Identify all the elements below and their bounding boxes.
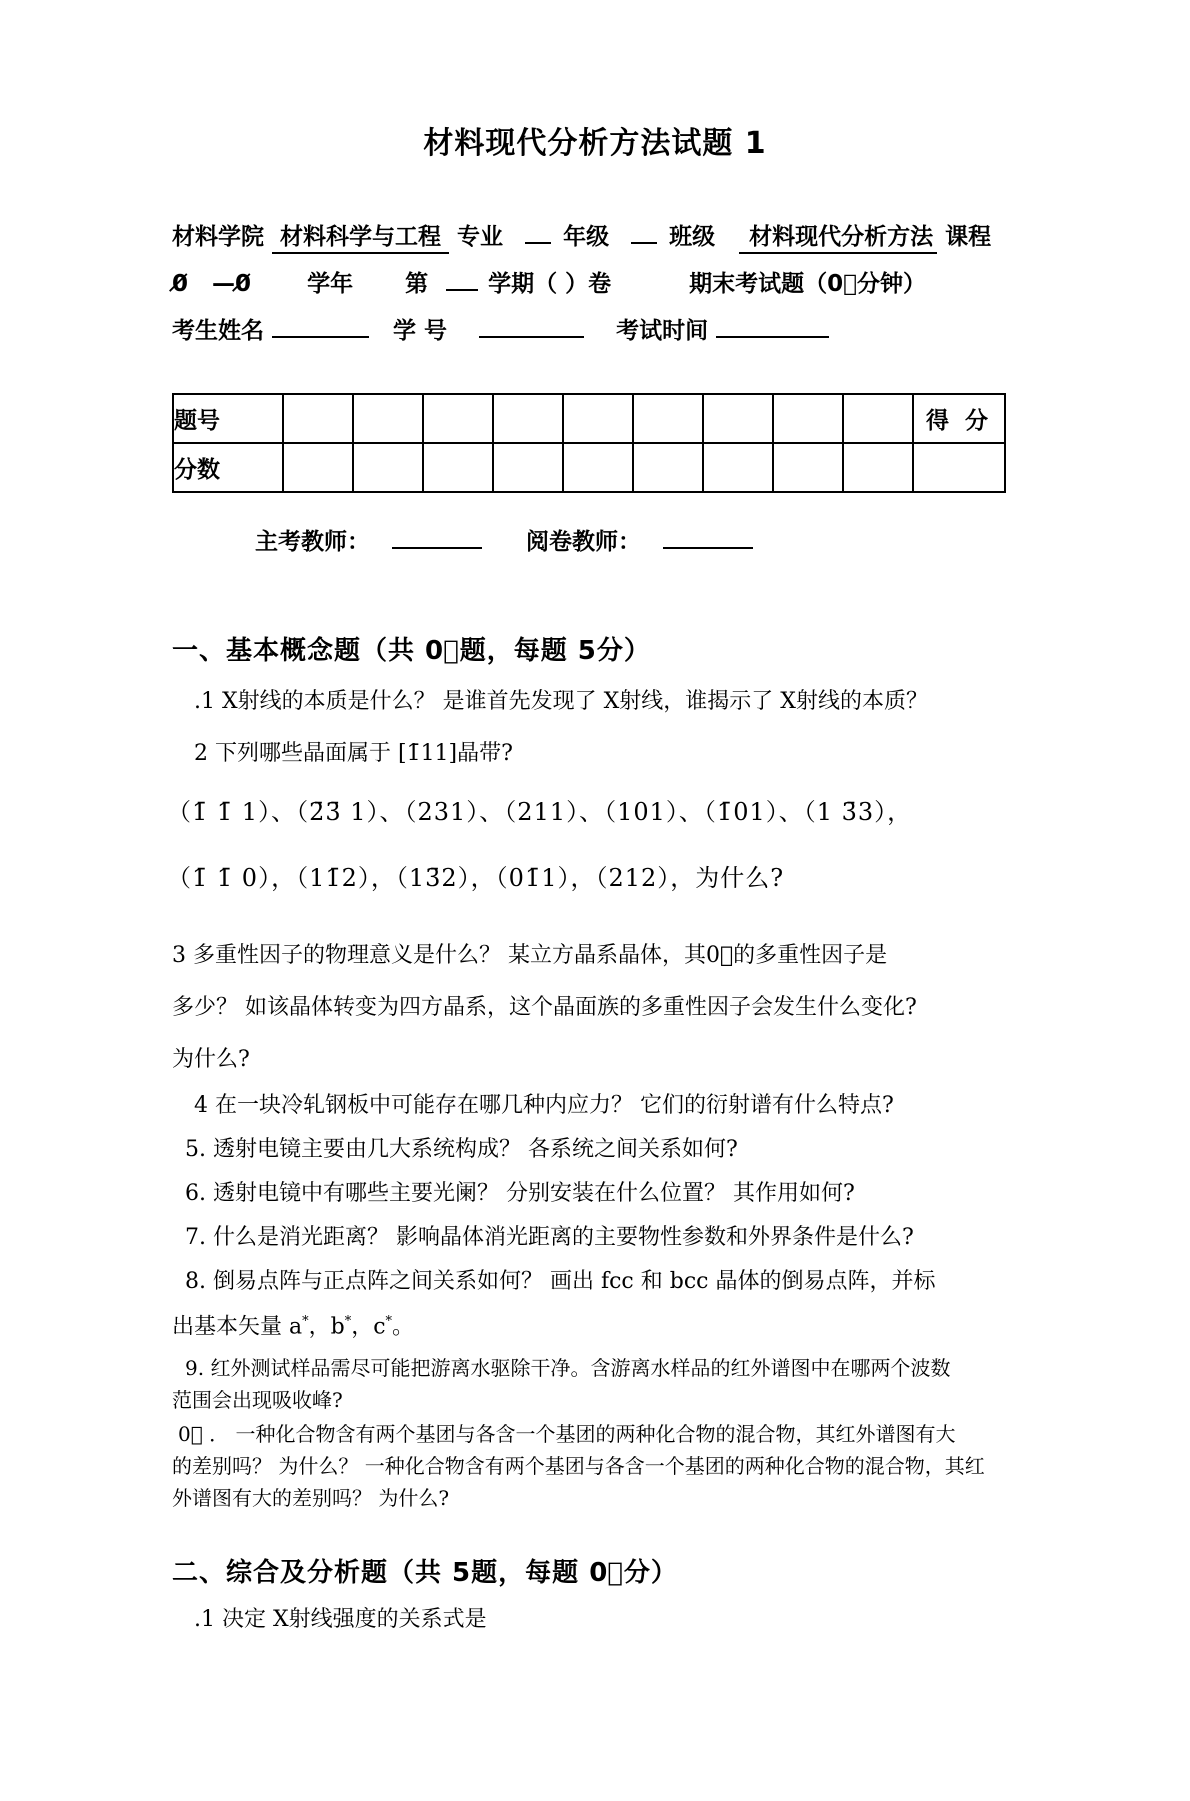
score-table-cell	[353, 394, 423, 443]
score-table-points-label: 分数	[173, 443, 283, 492]
class-blank	[631, 218, 657, 244]
question-8-line-2	[172, 1309, 1190, 1340]
year-left: 0̸	[172, 271, 189, 297]
score-table-number-label: 题号	[173, 394, 283, 443]
score-table-cell	[493, 394, 563, 443]
q8-text: ，c	[351, 1314, 386, 1340]
course-suffix: 课程	[945, 224, 992, 250]
score-table-cell	[563, 394, 633, 443]
section2-heading: 二、综合及分析题（共 5题，每题 0⃒分）	[172, 1558, 678, 1589]
question-10-line-2: 的差别吗？ 为什么？ 一种化合物含有两个基团与各含一个基团的两种化合物的混合物，其红	[172, 1454, 985, 1479]
major-field: 材料科学与工程	[272, 224, 449, 254]
time-blank	[716, 312, 829, 338]
name-label: 考生姓名	[172, 318, 264, 344]
section2-question-1: .1 决定 X射线强度的关系式是	[194, 1607, 487, 1633]
exam-page	[0, 118, 1190, 1801]
question-3-line-1: 3 多重性因子的物理意义是什么？ 某立方晶系晶体，其0⃒的多重性因子是	[172, 943, 888, 968]
teachers-line	[255, 523, 1190, 556]
question-7: 7. 什么是消光距离？ 影响晶体消光距离的主要物性参数和外界条件是什么?	[185, 1225, 914, 1250]
id-blank	[479, 312, 584, 338]
score-table-cell	[423, 443, 493, 492]
score-table-cell	[283, 443, 353, 492]
course-field: 材料现代分析方法	[739, 224, 937, 254]
term-suffix: 学期（ ）卷	[488, 271, 612, 297]
question-9-line-2: 范围会出现吸收峰?	[172, 1388, 343, 1413]
examiner-blank	[392, 523, 482, 549]
examiner-label: 主考教师：	[255, 529, 370, 555]
score-table-score-label: 得 分	[913, 394, 1005, 443]
term-prefix: 第	[405, 271, 429, 297]
grade-label: 年级	[563, 224, 610, 250]
grade-blank	[525, 218, 551, 244]
year-label: 学年	[307, 271, 354, 297]
score-table-cell	[703, 443, 773, 492]
question-5: 5. 透射电镜主要由几大系统构成？ 各系统之间关系如何?	[185, 1137, 738, 1162]
score-table-cell	[423, 394, 493, 443]
major-suffix: 专业	[457, 224, 504, 250]
score-table-cell	[633, 394, 703, 443]
score-table-cell	[493, 443, 563, 492]
q8-text: 。	[392, 1314, 415, 1340]
score-table-cell	[843, 443, 913, 492]
asterisk-superscript: *	[385, 1314, 393, 1329]
score-table-cell	[703, 394, 773, 443]
name-blank	[272, 312, 369, 338]
question-3-line-3: 为什么?	[172, 1047, 250, 1072]
q8-text: 出基本矢量 a	[172, 1314, 303, 1340]
asterisk-superscript: *	[302, 1314, 309, 1329]
grader-blank	[663, 523, 753, 549]
section1-heading: 一、基本概念题（共 0⃒题，每题 5分）	[172, 636, 651, 666]
grader-label: 阅卷教师：	[526, 529, 642, 555]
q8-text: ，b	[308, 1314, 345, 1340]
header-line-term	[172, 265, 1042, 312]
class-label: 班级	[669, 224, 716, 250]
score-table-cell	[913, 443, 1005, 492]
question-2: 2 下列哪些晶面属于 [1̄11]晶带?	[194, 741, 513, 766]
asterisk-superscript: *	[344, 1314, 352, 1329]
dept-label: 材料学院	[172, 224, 264, 250]
score-table-cell	[633, 443, 703, 492]
question-3-line-2: 多少？ 如该晶体转变为四方晶系，这个晶面族的多重性因子会发生什么变化?	[172, 995, 917, 1020]
question-2-planes-line-1: （1̄ 1̄ 1）、（2̄3̄ 1）、（231）、（211）、（101）、（1̄01）、（1 3̄3），	[167, 798, 913, 826]
question-10-line-3: 外谱图有大的差别吗？ 为什么?	[172, 1486, 450, 1511]
score-table-cell	[773, 394, 843, 443]
score-table-cell	[283, 394, 353, 443]
term-blank	[446, 265, 478, 291]
header-line-student	[172, 312, 1042, 359]
question-4: 4 在一块冷轧钢板中可能存在哪几种内应力？ 它们的衍射谱有什么特点?	[194, 1093, 894, 1118]
question-9-line-1: 9. 红外测试样品需尽可能把游离水驱除干净。含游离水样品的红外谱图中在哪两个波数	[185, 1356, 951, 1381]
header-line-college	[172, 218, 1042, 265]
score-table-cell	[773, 443, 843, 492]
score-table-cell	[353, 443, 423, 492]
score-table-cell	[843, 394, 913, 443]
score-table-row-points	[173, 443, 1005, 492]
question-1: .1 X射线的本质是什么？ 是谁首先发现了 X射线，谁揭示了 X射线的本质？	[194, 689, 928, 714]
question-2-planes-line-2: （1̄ 1̄ 0），（11̄2），（13̄2），（01̄1），（212），为什么?	[167, 864, 785, 892]
page-title: 材料现代分析方法试题 1	[423, 126, 767, 161]
time-label: 考试时间	[616, 318, 709, 344]
id-label: 学 号	[393, 318, 448, 344]
score-table-row-number	[173, 394, 1005, 443]
score-table-cell	[563, 443, 633, 492]
question-10-line-1: 0⃒ ． 一种化合物含有两个基团与各含一个基团的两种化合物的混合物，其红外谱图有大	[178, 1422, 956, 1447]
exam-type: 期末考试题（0⃒分钟）	[689, 271, 926, 297]
exam-header	[172, 218, 1042, 359]
score-table	[172, 393, 1006, 493]
question-6: 6. 透射电镜中有哪些主要光阑？ 分别安装在什么位置？ 其作用如何?	[185, 1181, 855, 1206]
year-right: —0̸	[212, 271, 252, 297]
question-8-line-1: 8. 倒易点阵与正点阵之间关系如何？ 画出 fcc 和 bcc 晶体的倒易点阵，并标	[185, 1269, 936, 1294]
